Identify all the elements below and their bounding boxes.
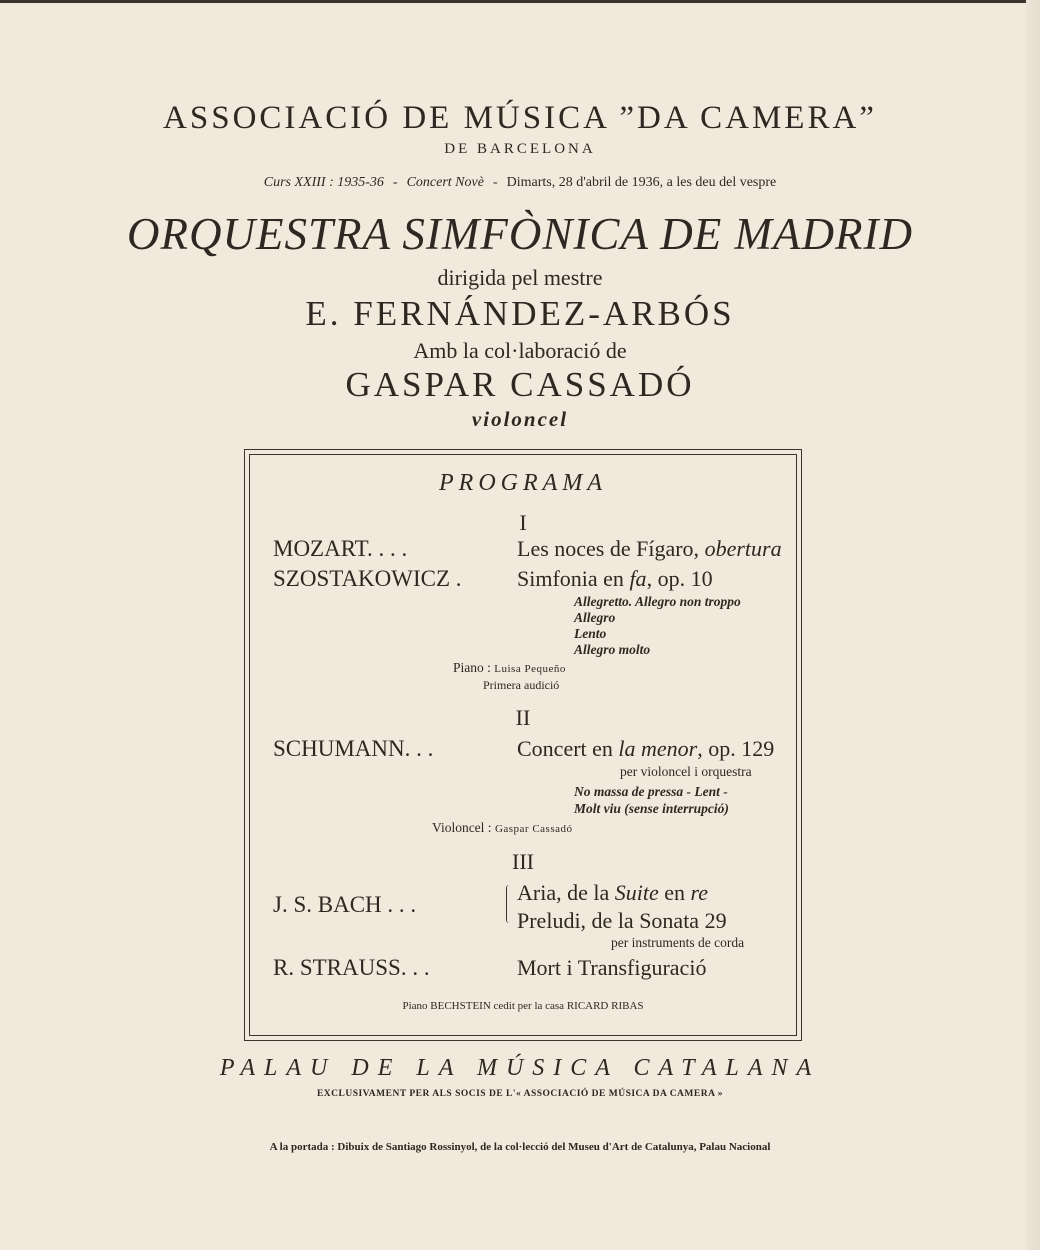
work-title: Concert en: [517, 736, 619, 761]
piano-credit: Piano BECHSTEIN cedit per la casa RICARD RIBAS: [402, 1000, 644, 1012]
movement: Lento: [574, 626, 607, 641]
piano-label: Piano :: [453, 660, 495, 675]
cello-performer: [432, 820, 573, 836]
work-title: Aria, de la: [517, 880, 615, 905]
premiere-note: Primera audició: [483, 678, 560, 692]
composer-strauss: R. STRAUSS. . .: [273, 955, 430, 980]
work-key: fa: [629, 566, 647, 591]
association-city: DE BARCELONA: [444, 141, 596, 157]
work-title: Les noces de Fígaro,: [517, 536, 700, 561]
movement: Allegro: [574, 610, 616, 625]
work-bach-preludi: Preludi, de la Sonata 29: [517, 908, 727, 933]
directed-by-label: dirigida pel mestre: [437, 265, 603, 290]
work-bach-aria: [517, 880, 708, 906]
composer-szostakowicz: SZOSTAKOWICZ .: [273, 566, 462, 591]
venue-name: PALAU DE LA MÚSICA CATALANA: [219, 1055, 821, 1081]
work-subtitle: per violoncel i orquestra: [620, 764, 752, 779]
members-only-note: EXCLUSIVAMENT PER ALS SOCIS DE L'« ASSOCIACIÓ DE MÚSICA DA CAMERA »: [316, 1089, 724, 1099]
work-title: Simfonia en: [517, 566, 630, 591]
concert-date: Dimarts, 28 d'abril de 1936, a les deu del vespre: [506, 175, 777, 190]
concert-info-line: [0, 175, 1040, 191]
separator: -: [492, 175, 498, 190]
separator: -: [392, 175, 398, 190]
work-suite: Suite: [614, 880, 659, 905]
pianist-name: Luisa Pequeño: [494, 663, 566, 675]
association-name: ASSOCIACIÓ DE MÚSICA ”DA CAMERA”: [163, 100, 877, 136]
work-opus: , op. 129: [697, 736, 775, 761]
part-numeral: II: [515, 705, 531, 730]
work-note: per instruments de corda: [611, 935, 745, 950]
movement: Allegro molto: [574, 642, 651, 657]
movement: Molt viu (sense interrupció): [574, 801, 729, 816]
work-opus: , op. 10: [646, 566, 713, 591]
work-key: re: [690, 880, 709, 905]
orchestra-name: ORQUESTRA SIMFÒNICA DE MADRID: [127, 209, 913, 259]
cellist-name: Gaspar Cassadó: [494, 823, 573, 835]
program-title: PROGRAMA: [439, 470, 607, 496]
brace: [506, 885, 513, 923]
piano-performer: [453, 660, 566, 676]
cello-label: Violoncel :: [432, 820, 495, 835]
part-numeral: III: [512, 849, 534, 874]
work-in: en: [658, 880, 691, 905]
work-form: obertura: [699, 536, 782, 561]
work-schumann: [517, 736, 774, 762]
composer-schumann: SCHUMANN. . .: [273, 736, 434, 761]
cover-credit: A la portada : Dibuix de Santiago Rossinyol, de la col·lecció del Museu d'Art de Catalunya, Palau Nacional: [269, 1141, 771, 1153]
conductor-name: E. FERNÁNDEZ-ARBÓS: [305, 294, 735, 333]
composer-bach: J. S. BACH . . .: [273, 892, 417, 917]
page-top-edge: [0, 0, 1040, 3]
concert-number: Concert Novè: [406, 175, 484, 190]
work-mozart: [517, 536, 782, 562]
movement: No massa de pressa - Lent -: [574, 784, 728, 799]
work-szostakowicz: [517, 566, 713, 592]
season: Curs XXIII : 1935-36: [263, 175, 384, 190]
part-numeral: I: [519, 510, 527, 535]
composer-mozart: MOZART. . . .: [273, 536, 408, 561]
movement: Allegretto. Allegro non troppo: [574, 594, 741, 609]
work-key: la menor: [618, 736, 698, 761]
collaboration-label: Amb la col·laboració de: [413, 338, 627, 363]
work-strauss: Mort i Transfiguració: [517, 955, 707, 980]
soloist-instrument: violoncel: [471, 407, 569, 431]
soloist-name: GASPAR CASSADÓ: [345, 365, 695, 404]
